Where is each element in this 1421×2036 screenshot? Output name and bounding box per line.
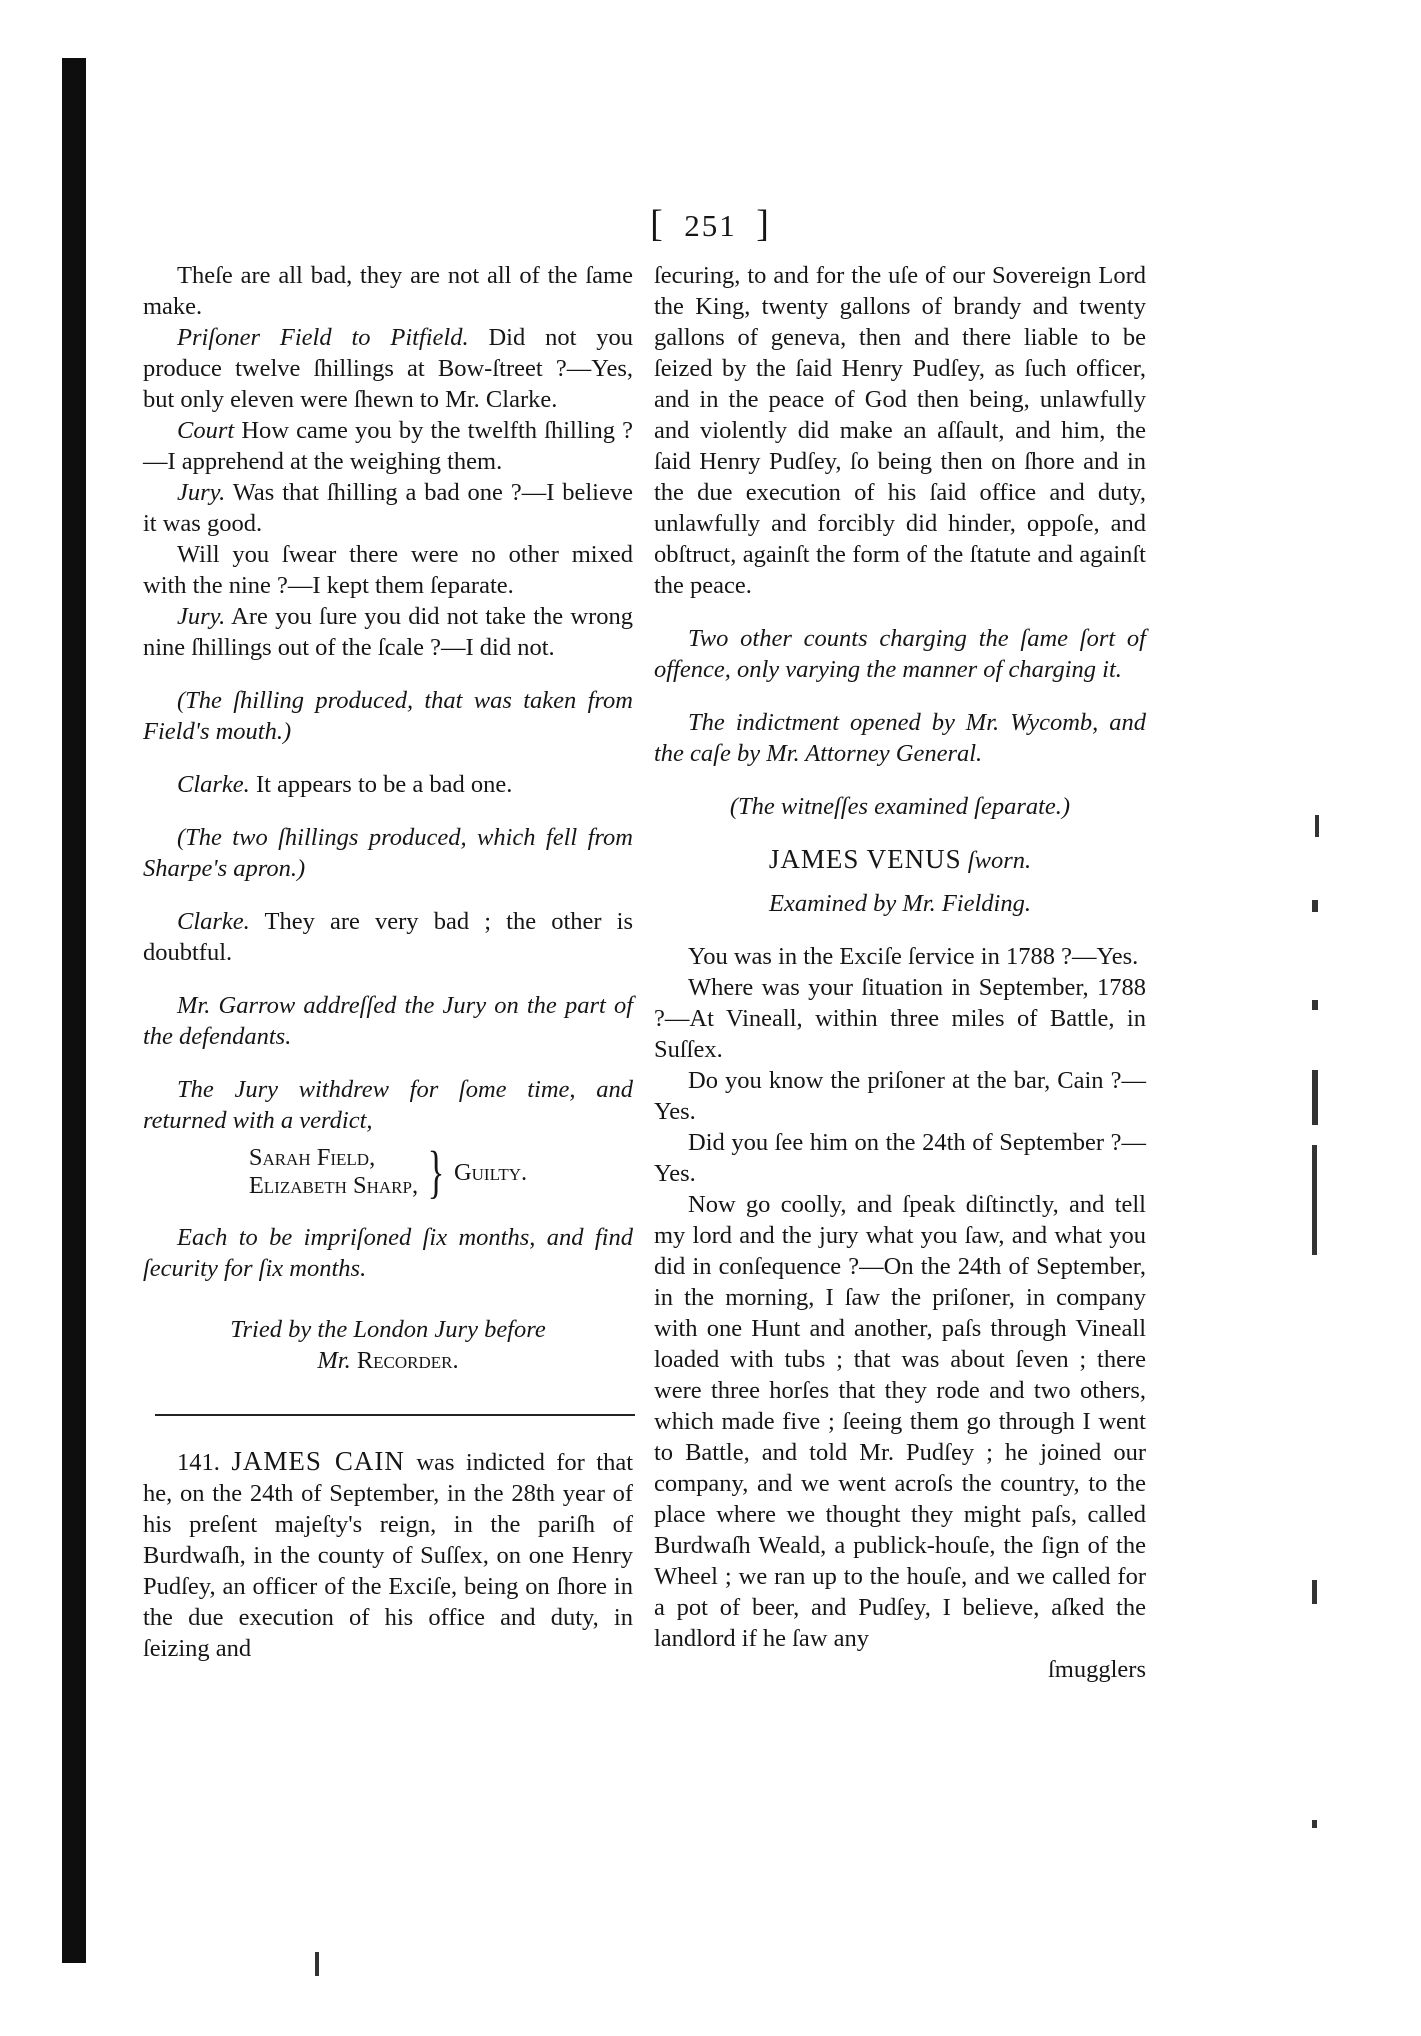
paragraph — [143, 260, 633, 322]
section-divider — [155, 1414, 635, 1416]
paragraph-text: They are very bad ; the other is doubtful. — [143, 908, 634, 966]
sentence: Each to be impriſoned ſix months, and find ſecurity for ſix months. — [143, 1224, 633, 1282]
paragraph-text: Was that ſhilling a bad one ?—I believe it was good. — [143, 479, 633, 537]
open-bracket: [ — [650, 203, 665, 245]
opened-note: The indictment opened by Mr. Wycomb, and the caſe by Mr. Attorney General. — [654, 709, 1146, 767]
scan-mark — [315, 1952, 319, 1976]
stage-direction: The Jury withdrew for ſome time, and returned with a verdict, — [143, 1076, 633, 1134]
stage-direction: Mr. Garrow addreſſed the Jury on the part of the defendants. — [143, 992, 633, 1050]
paragraph-text: Will you ſwear there were no other mixed with the nine ?—I kept them ſeparate. — [143, 541, 633, 599]
witnesses-note: (The witneſſes examined ſeparate.) — [729, 793, 1071, 820]
case-paragraph — [143, 1446, 633, 1664]
defendant-name: Elizabeth Sharp, — [248, 1172, 419, 1199]
paragraph — [143, 601, 633, 663]
qa-item: Did you ſee him on the 24th of September ?—Yes. — [654, 1129, 1146, 1187]
defendant-name: Sarah Field, — [248, 1144, 376, 1171]
verdict-result: Guilty. — [453, 1158, 528, 1186]
examined-by: Examined by Mr. Fielding. — [769, 890, 1031, 917]
speaker: Jury. — [177, 479, 226, 506]
defendant-names — [249, 1144, 418, 1200]
binding-shadow — [62, 58, 86, 1963]
speaker: Priſoner Field to Pitfield. — [177, 324, 469, 351]
witness-heading — [654, 844, 1146, 876]
counts-note: Two other counts charging the ſame ſort of offence, only varying the manner of charging it. — [654, 625, 1146, 683]
brace: } — [427, 1139, 445, 1204]
close-bracket: ] — [756, 203, 771, 245]
case-number: 141. — [177, 1449, 220, 1476]
page-number: 251 — [684, 208, 737, 243]
tried-line-2-title: Mr. — [317, 1347, 351, 1374]
tried-before — [143, 1314, 633, 1376]
stage-direction: (The two ſhillings produced, which fell from Sharpe's apron.) — [143, 824, 633, 882]
qa-item: Do you know the priſoner at the bar, Cain ?—Yes. — [654, 1067, 1146, 1125]
paragraph-text: Theſe are all bad, they are not all of the ſame make. — [143, 262, 633, 320]
witness-sworn: ſworn. — [967, 847, 1032, 874]
scan-mark — [1312, 1070, 1318, 1125]
speaker: Clarke. — [177, 908, 250, 935]
case-text: was indicted for that he, on the 24th of September, in the 28th year of his preſent majeſty's reign, in the pariſh of Burdwaſh, in the county of Suſſex, on one Henry Pudſey, an officer of the Exciſe, being on ſhore in the due execution of his office and duty, in ſeizing and — [143, 1449, 634, 1662]
paragraph-text: Are you ſure you did not take the wrong nine ſhillings out of the ſcale ?—I did not. — [143, 603, 633, 661]
scan-mark — [1312, 900, 1318, 912]
paragraph — [143, 769, 633, 800]
speaker: Court — [177, 417, 235, 444]
defendant-heading: JAMES CAIN — [231, 1446, 405, 1476]
speaker: Clarke. — [177, 771, 250, 798]
qa-item: You was in the Exciſe ſervice in 1788 ?—Yes. — [688, 943, 1139, 970]
verdict — [143, 1139, 633, 1204]
scan-mark — [1315, 815, 1319, 837]
paragraph — [143, 539, 633, 601]
scan-mark — [1312, 1000, 1318, 1010]
page-header — [0, 202, 1421, 246]
paragraph-text: It appears to be a bad one. — [255, 771, 513, 798]
left-column — [143, 260, 633, 1664]
scan-mark — [1312, 1145, 1317, 1255]
tried-line-2-name: Recorder. — [356, 1347, 459, 1374]
qa-item: Where was your ſituation in September, 1788 ?—At Vineall, within three miles of Battle, in Suſſex. — [654, 974, 1146, 1063]
speaker: Jury. — [177, 603, 226, 630]
qa-item: Now go coolly, and ſpeak diſtinctly, and tell my lord and the jury what you ſaw, and what you did in conſequence ?—On the 24th of September, in the morning, I ſaw the priſoner, in company with one Hunt and another, paſs through Vineall loaded with tubs ; that was about ſeven ; there were three horſes that they rode and two others, which made five ; ſeeing them go through I went to Battle, and told Mr. Pudſey ; he joined our company, and we went acroſs the country, to the place where we thought they might paſs, called Burdwaſh Weald, a publick-houſe, the ſign of the Wheel ; we ran up to the houſe, and we called for a pot of beer, and Pudſey, I believe, aſked the landlord if he ſaw any — [654, 1191, 1146, 1652]
paragraph: ſecuring, to and for the uſe of our Sovereign Lord the King, twenty gallons of brandy and twenty gallons of geneva, then and there liable to be ſeized by the ſaid Henry Pudſey, as ſuch officer, and in the peace of God then being, unlawfully and violently did make an aſſault, and him, the ſaid Henry Pudſey, ſo being then on ſhore and in the due execution of his ſaid office and duty, unlawfully and forcibly did hinder, oppoſe, and obſtruct, againſt the form of the ſtatute and againſt the peace. — [654, 262, 1146, 599]
stage-direction: (The ſhilling produced, that was taken from Field's mouth.) — [143, 687, 633, 745]
paragraph-text: Did not you produce twelve ſhillings at Bow-ſtreet ?—Yes, but only eleven were ſhewn to Mr. Clarke. — [143, 324, 633, 413]
right-column — [654, 260, 1146, 1685]
paragraph — [143, 415, 633, 477]
scan-mark — [1312, 1820, 1317, 1828]
catchword: ſmugglers — [1048, 1656, 1146, 1683]
paragraph — [143, 477, 633, 539]
paragraph — [143, 906, 633, 968]
paragraph — [143, 322, 633, 415]
tried-line-1: Tried by the London Jury before — [230, 1316, 546, 1343]
scan-mark — [1312, 1580, 1317, 1604]
paragraph-text: How came you by the twelfth ſhilling ?—I apprehend at the weighing them. — [143, 417, 633, 475]
witness-name: JAMES VENUS — [768, 844, 962, 874]
